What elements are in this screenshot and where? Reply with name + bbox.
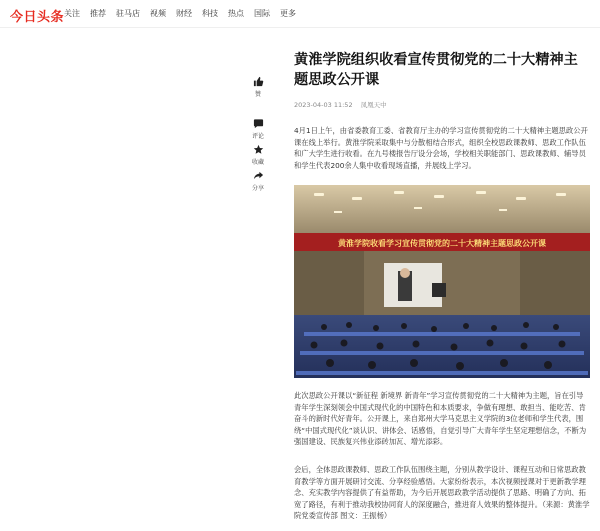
favorite-button[interactable] xyxy=(246,144,270,167)
thumbs-up-icon xyxy=(246,76,270,90)
article-source[interactable]: 凤凰天中 xyxy=(360,101,387,109)
article-paragraph: 会后，全体思政课教师、思政工作队伍围绕主题，分别从教学设计、课程互动和日常思政教育教学等方面开展研讨交流、分享经验感悟。大家纷纷表示，本次视频授课对于更新教学理念、充实教学内容提供了有益帮助，为今后开展思政教学活动提供了思路、明确了方向、拓宽了路径，有利于推动我校协同育人的深度融合，推进育人效果的整体提升。（来源：黄淮学院党委宣传部 图文：王振杨） xyxy=(294,465,590,521)
comment-icon xyxy=(246,118,270,132)
article-meta xyxy=(294,100,393,109)
main-nav xyxy=(64,9,306,19)
article-title: 黄淮学院组织收看宣传贯彻党的二十大精神主题思政公开课 xyxy=(294,52,578,88)
nav-item-hot[interactable]: 热点 xyxy=(228,9,244,18)
nav-item-video[interactable]: 视频 xyxy=(150,9,166,18)
article-photo xyxy=(294,185,590,378)
top-bar xyxy=(0,0,600,28)
nav-item-follow[interactable]: 关注 xyxy=(64,9,80,18)
nav-item-recommend[interactable]: 推荐 xyxy=(90,9,106,18)
share-label: 分享 xyxy=(251,185,264,192)
nav-item-local[interactable]: 驻马店 xyxy=(116,9,140,18)
banner-text: 黄淮学院收看学习宣传贯彻党的二十大精神主题思政公开课 xyxy=(338,239,546,248)
like-label: 赞 xyxy=(254,91,261,98)
nav-item-international[interactable]: 国际 xyxy=(254,9,270,18)
favorite-label: 收藏 xyxy=(251,159,264,166)
article-paragraph: 4月1日上午，由省委教育工委、省教育厅主办的学习宣传贯彻党的二十大精神主题思政公开课在线上举行。黄淮学院采取集中与分散相结合形式，组织全校思政课教师、思政工作队伍和广大学生进行收看。在九号楼报告厅设分会场，学校相关职能部门、思政课教师、辅导员和学生代表200余人集中收看现场直播，并展线上学习。 xyxy=(294,126,588,170)
publish-date: 2023-04-03 11:52 xyxy=(294,101,353,109)
share-button[interactable] xyxy=(246,170,270,193)
like-button[interactable] xyxy=(246,76,270,99)
article-paragraph: 此次思政公开课以“新征程 新境界 新青年”学习宣传贯彻党的二十大精神为主题，旨在引导青年学生深刻领会中国式现代化的中国特色和本质要求，争做有理想、敢担当、能吃苦、肯奋斗的新时代好青年。公开课上，来自郑州大学马克思主义学院的3位老师和学生代表，围绕“中国式现代化”谈认识、讲体会、话感悟，自觉引导广大青年学生坚定理想信念，不断为强国建设、民族复兴伟业添砖加瓦、增光添彩。 xyxy=(294,391,587,447)
star-icon xyxy=(246,144,270,158)
site-logo[interactable]: 今日头条 xyxy=(10,10,65,25)
nav-item-more[interactable]: 更多 xyxy=(280,9,296,18)
nav-item-tech[interactable]: 科技 xyxy=(202,9,218,18)
share-icon xyxy=(246,170,270,184)
comment-button[interactable] xyxy=(246,118,270,141)
nav-item-finance[interactable]: 财经 xyxy=(176,9,192,18)
comment-label: 评论 xyxy=(251,133,264,140)
lecture-hall-image xyxy=(294,185,590,378)
